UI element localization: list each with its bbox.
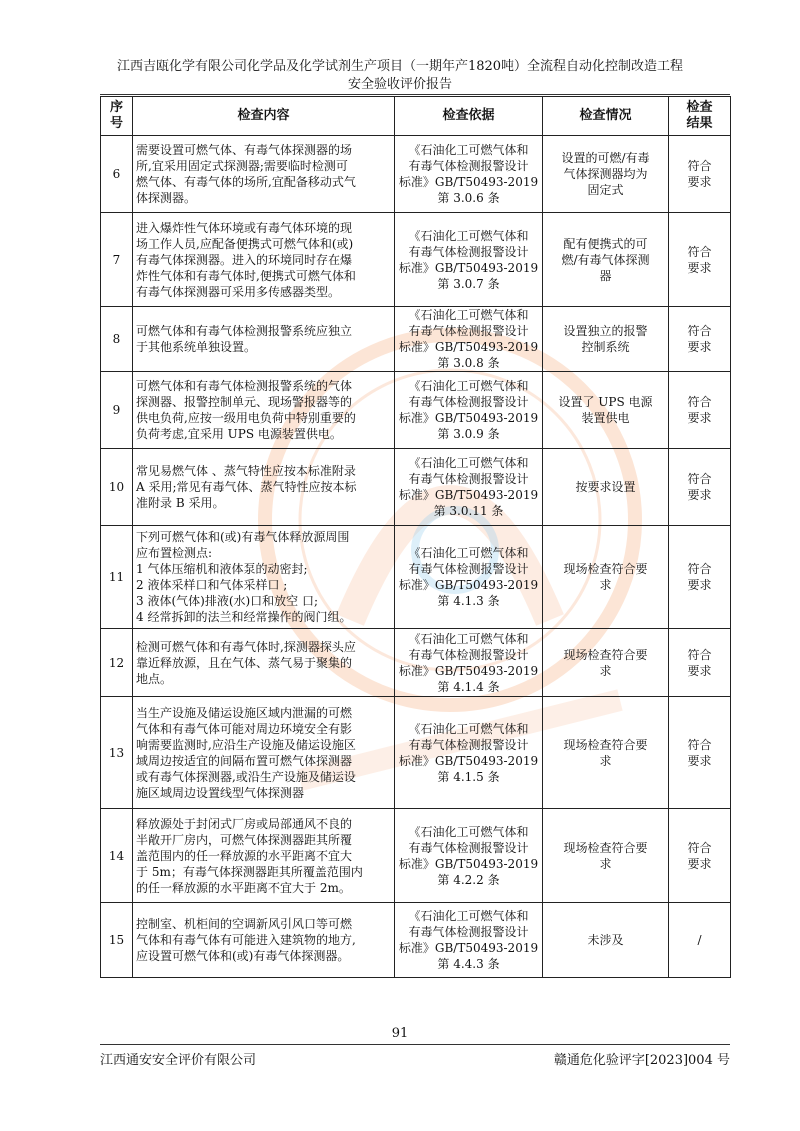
row-number: 13 [101,697,133,809]
header-situation: 检查情况 [543,97,669,136]
check-situation: 未涉及 [543,903,669,978]
table-row [101,903,731,978]
row-number: 14 [101,809,133,903]
row-number: 10 [101,449,133,526]
check-content: 可燃气体和有毒气体检测报警系统应独立 于其他系统单独设置。 [133,307,395,372]
header-result: 检查 结果 [669,97,731,136]
check-content: 释放源处于封闭式厂房或局部通风不良的 半敞开厂房内，可燃气体探测器距其所覆 盖范围内的任一释放源的水平距离不宜大 于 5m；有毒气体探测器距其所覆盖范围内 的任一释放源的水平距离不宜大于 2m。 [133,809,395,903]
table-row [101,136,731,213]
page-number: 91 [391,1026,409,1041]
check-content: 常见易燃气体 、蒸气特性应按本标准附录 A 采用;常见有毒气体、蒸气特性应按本标 准附录 B 采用。 [133,449,395,526]
table-row [101,697,731,809]
check-content: 进入爆炸性气体环境或有毒气体环境的现 场工作人员,应配备便携式可燃气体和(或) 有毒气体探测器。进入的环境同时存在爆 炸性气体和有毒气体时,便携式可燃气体和 有毒气体探测器可采用多传感器类型。 [133,213,395,307]
check-basis: 《石油化工可燃气体和 有毒气体检测报警设计 标准》GB/T50493-2019 第 3.0.11 条 [395,449,543,526]
header-basis: 检查依据 [395,97,543,136]
check-situation: 现场检查符合要 求 [543,629,669,697]
footer-company: 江西通安安全评价有限公司 [100,1053,257,1068]
table-row [101,372,731,449]
check-basis: 《石油化工可燃气体和 有毒气体检测报警设计 标准》GB/T50493-2019 第 4.1.3 条 [395,526,543,629]
row-number: 12 [101,629,133,697]
check-basis: 《石油化工可燃气体和 有毒气体检测报警设计 标准》GB/T50493-2019 第 4.4.3 条 [395,903,543,978]
header-subtitle: 安全验收评价报告 [347,77,452,92]
check-content: 下列可燃气体和(或)有毒气体释放源周围 应布置检测点: 1 气体压缩机和液体泵的动密封; 2 液体采样口和气体采样口 ; 3 液体(气体)排液(水)口和放空 口; 4 经常拆卸的法兰和经常操作的阀门组。 [133,526,395,629]
check-content: 可燃气体和有毒气体检测报警系统的气体 探测器、报警控制单元、现场警报器等的 供电负荷,应按一级用电负荷中特别重要的 负荷考虑,宜采用 UPS 电源装置供电。 [133,372,395,449]
check-content: 需要设置可燃气体、有毒气体探测器的场 所,宜采用固定式探测器;需要临时检测可 燃气体、有毒气体的场所,宜配备移动式气 体探测器。 [133,136,395,213]
check-content: 当生产设施及储运设施区域内泄漏的可燃 气体和有毒气体可能对周边环境安全有影 响需要监测时,应沿生产设施及储运设施区 域周边按适宜的间隔布置可燃气体探测器 或有毒气体探测器,或沿生产设施及储运设 施区域周边设置线型气体探测器 [133,697,395,809]
check-content: 检测可燃气体和有毒气体时,探测器探头应 靠近释放源，且在气体、蒸气易于聚集的 地点。 [133,629,395,697]
table-row [101,629,731,697]
table-row [101,526,731,629]
inspection-table [100,96,731,978]
check-situation: 现场检查符合要 求 [543,809,669,903]
check-result: 符合 要求 [669,307,731,372]
check-result: 符合 要求 [669,449,731,526]
check-basis: 《石油化工可燃气体和 有毒气体检测报警设计 标准》GB/T50493-2019 第 4.2.2 条 [395,809,543,903]
check-situation: 配有便携式的可 燃/有毒气体探测 器 [543,213,669,307]
table-row [101,449,731,526]
check-situation: 按要求设置 [543,449,669,526]
footer-rule [100,1044,730,1045]
row-number: 7 [101,213,133,307]
row-number: 15 [101,903,133,978]
check-basis: 《石油化工可燃气体和 有毒气体检测报警设计 标准》GB/T50493-2019 第 3.0.7 条 [395,213,543,307]
table-row [101,307,731,372]
check-situation: 设置独立的报警 控制系统 [543,307,669,372]
check-result: 符合 要求 [669,136,731,213]
row-number: 8 [101,307,133,372]
check-basis: 《石油化工可燃气体和 有毒气体检测报警设计 标准》GB/T50493-2019 第 4.1.5 条 [395,697,543,809]
check-situation: 设置的可燃/有毒 气体探测器均为 固定式 [543,136,669,213]
table-header-row [101,97,731,136]
check-result: 符合 要求 [669,213,731,307]
check-result: 符合 要求 [669,629,731,697]
check-content: 控制室、机柜间的空调新风引风口等可燃 气体和有毒气体有可能进入建筑物的地方, 应设置可燃气体和(或)有毒气体探测器。 [133,903,395,978]
check-situation: 设置了 UPS 电源 装置供电 [543,372,669,449]
header-no: 序 号 [101,97,133,136]
header-title: 江西吉瓯化学有限公司化学品及化学试剂生产项目（一期年产1820吨）全流程自动化控制改造工程 [116,59,684,74]
check-result: 符合 要求 [669,526,731,629]
header-content: 检查内容 [133,97,395,136]
row-number: 6 [101,136,133,213]
check-result: 符合 要求 [669,372,731,449]
check-situation: 现场检查符合要 求 [543,697,669,809]
check-result: 符合 要求 [669,809,731,903]
check-basis: 《石油化工可燃气体和 有毒气体检测报警设计 标准》GB/T50493-2019 第 4.1.4 条 [395,629,543,697]
header-rule [100,94,730,95]
check-basis: 《石油化工可燃气体和 有毒气体检测报警设计 标准》GB/T50493-2019 第 3.0.8 条 [395,307,543,372]
table-row [101,809,731,903]
footer-doc-number: 赣通危化验评字[2023]004 号 [553,1053,730,1068]
check-basis: 《石油化工可燃气体和 有毒气体检测报警设计 标准》GB/T50493-2019 第 3.0.9 条 [395,372,543,449]
check-basis: 《石油化工可燃气体和 有毒气体检测报警设计 标准》GB/T50493-2019 第 3.0.6 条 [395,136,543,213]
row-number: 11 [101,526,133,629]
check-result: / [669,903,731,978]
row-number: 9 [101,372,133,449]
page-header [0,58,800,94]
table-row [101,213,731,307]
check-situation: 现场检查符合要 求 [543,526,669,629]
check-result: 符合 要求 [669,697,731,809]
